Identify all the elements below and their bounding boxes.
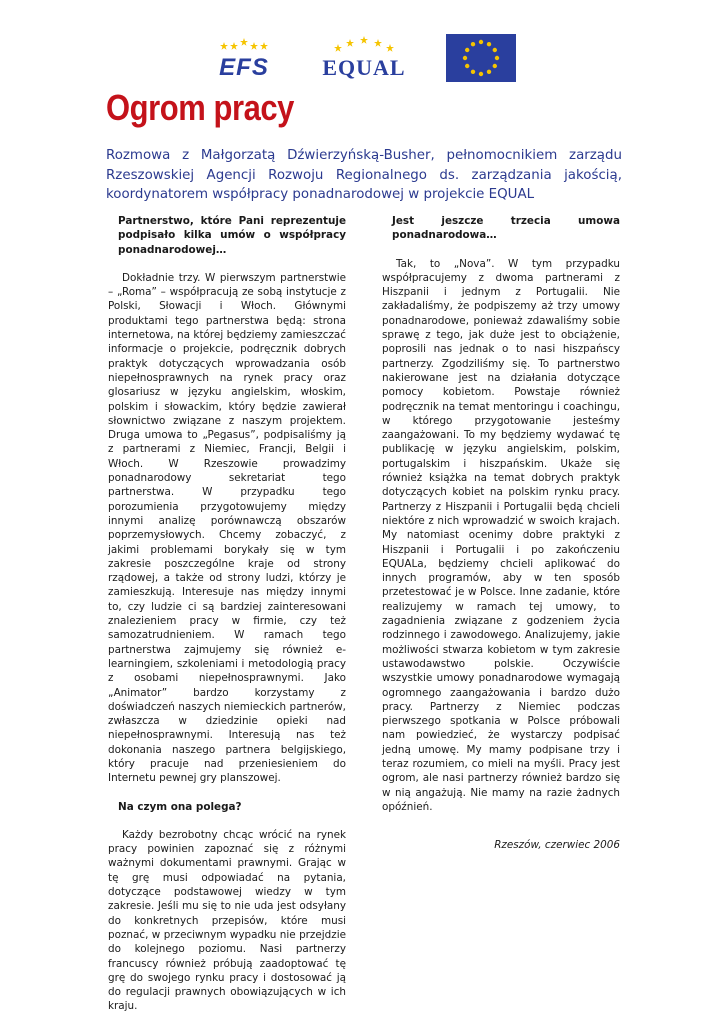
answer-3: Tak, to „Nova”. W tym przypadku współpracujemy z dwoma partnerami z Hiszpanii i jednym z Portugalii. Nie zakładaliśmy, że podpiszemy aż trzy umowy ponadnarodowe, ponieważ zdawaliśmy sobie sprawę z tego, jak duże jest to obciążenie, poprosili nas jednak o to nasi hiszpańscy partnerzy. Zgodziliśmy się. To partnerstwo nakierowane jest na działania dotyczące pomocy kobietom. Powstaje również podręcznik na temat mentoringu i coachingu, w którego przygotowanie jesteśmy zaangażowani. To my będziemy wydawać tę publikację w języku angielskim, polskim, portugalskim i hiszpańskim. Ukaże się również książka na temat dobrych praktyk dotyczących kobiet na polskim rynku pracy. Partnerzy z Hiszpanii i Portugalii będą chcieli niektóre z nich wprowadzić w swoich krajach. My natomiast ocenimy dobre praktyki z Hiszpanii i Portugalii i po zakończeniu EQUALa, będziemy chcieli aplikować do innych programów, aby w ten sposób przetestować je w Polsce. Inne zadanie, które realizujemy w ramach tej umowy, to zagadnienia związane z godzeniem życia rodzinnego i zawodowego. Analizujemy, jakie możliwości stwarza kobietom w tym zakresie ustawodawstwo polskie. Oczywiście wszystkie umowy ponadnarodowe wymagają ogromnego zaangażowania i bardzo dużo pracy. Partnerzy z Niemiec podczas pierwszego spotkania w Polsce próbowali nam powiedzieć, że wystarczy podpisać jedną umowę. My mamy podpisane trzy i teraz rozumiem, co mieli na myśli. Pracy jest ogrom, ale nasi partnerzy również bardzo się w nią angażują. Nie mamy na razie żadnych opóźnień. xyxy=(382,257,620,813)
efs-logo-text: EFS xyxy=(219,54,269,81)
equal-stars-icon xyxy=(318,34,410,54)
question-3: Jest jeszcze trzecia umowa ponadnarodowa… xyxy=(392,215,620,242)
left-column xyxy=(108,214,346,1014)
eu-flag xyxy=(446,34,516,82)
question-2: Na czym ona polega? xyxy=(118,800,242,813)
right-column xyxy=(382,214,620,852)
equal-logo xyxy=(318,34,410,80)
efs-logo xyxy=(210,34,278,80)
article-title: Ogrom pracy xyxy=(106,87,294,128)
question-1: Partnerstwo, które Pani reprezentuje podpisało kilka umów o współpracy ponadnarodowej… xyxy=(118,215,346,256)
efs-stars-icon xyxy=(210,34,278,54)
answer-1: Dokładnie trzy. W pierwszym partnerstwie – „Roma” – współpracują ze sobą instytucje z Polski, Słowacji i Włoch. Głównymi produktami tego partnerstwa będą: strona internetowa, na której będziemy zamieszczać informacje o projekcie, podręcznik dobrych praktyk dotyczących wprowadzania osób niepełnosprawnych na rynek pracy oraz glosariusz w języku angielskim, włoskim, polskim i słowackim, który będzie zawierał słownictwo związane z naszym projektem. Druga umowa to „Pegasus”, podpisaliśmy ją z partnerami z Niemiec, Francji, Belgii i Włoch. W Rzeszowie prowadzimy ponadnarodowy sekretariat tego partnerstwa. W przypadku tego porozumienia przygotowujemy między innymi analizę porównawczą obszarów poprzemysłowych. Chcemy zobaczyć, z jakimi problemami borykały się w tym zakresie poszczególne kraje od strony rządowej, a także od strony ludzi, którzy je zamieszkują. Interesuje nas między innymi to, czy ludzie ci są bardziej zainteresowani znalezieniem pracy w firmie, czy też samozatrudnieniem. W ramach tego partnerstwa zajmujemy się również e-learningiem, szkoleniami i metodologią pracy z osobami niepełnosprawnymi. Jako „Animator” bardzo korzystamy z doświadczeń naszych niemieckich partnerów, zwłaszcza w dziedzinie opieki nad niepełnosprawnymi. Interesują nas też dokonania naszego partnera belgijskiego, który pracuje nad przeniesieniem do Internetu pewnej gry planszowej. xyxy=(108,271,346,785)
signature: Rzeszów, czerwiec 2006 xyxy=(494,839,620,852)
equal-logo-text: EQUAL xyxy=(322,55,406,80)
answer-2: Każdy bezrobotny chcąc wrócić na rynek pracy powinien zapoznać się z różnymi ważnymi dokumentami prawnymi. Grając w tę grę musi odpowiadać na pytania, dotyczące podstawowej wiedzy w tym zakresie. Jeśli mu się to nie uda jest odsyłany do konkretnych przepisów, które musi poznać, w przeciwnym wypadku nie przejdzie do kolejnego poziomu. Nasi partnerzy francuscy również próbują zaadoptować tę grę do swojego rynku pracy i dostosować ją do regulacji prawnych obowiązujących w ich kraju. xyxy=(108,828,346,1013)
article-lead: Rozmowa z Małgorzatą Dźwierzyńską-Busher, pełnomocnikiem zarządu Rzeszowskiej Agencji Rozwoju Regionalnego ds. zarządzania jakością, koordynatorem współpracy ponadnarodowej w projekcie EQUAL xyxy=(106,148,622,202)
logo-bar xyxy=(0,34,724,82)
eu-flag-icon xyxy=(446,34,516,82)
